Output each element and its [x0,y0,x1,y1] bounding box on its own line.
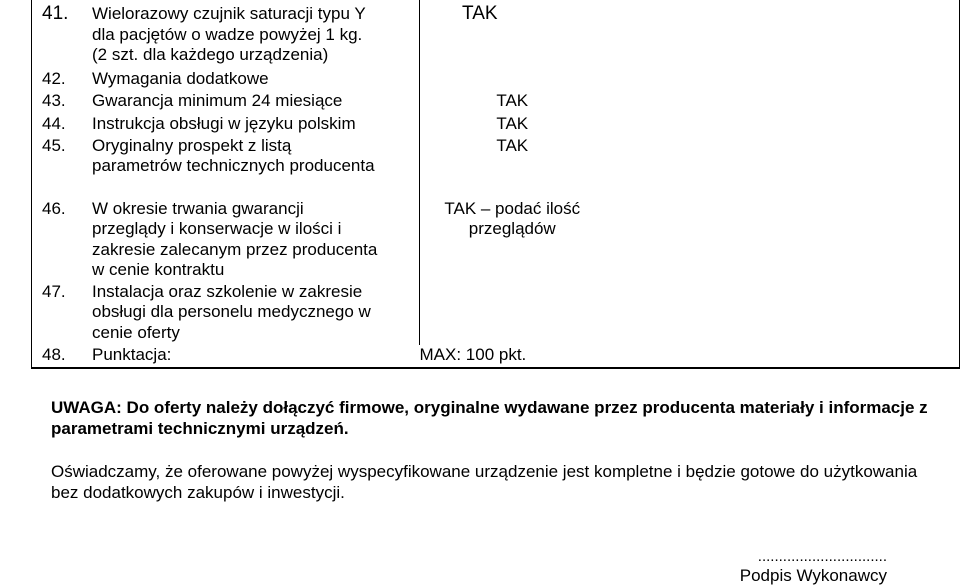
row-number: 46. [42,198,66,218]
row-description: Oryginalny prospekt z listą parametrów technicznych producenta [92,135,375,176]
warning-note: UWAGA: Do oferty należy dołączyć firmowe, oryginalne wydawane przez producenta materiały i informacje z parametrami technicznymi urządzeń. [51,398,928,438]
statement-note: Oświadczamy, że oferowane powyżej wyspecyfikowane urządzenie jest kompletne i będzie gotowe do użytkowania bez dodatkowych zakupów i inwestycji. [51,462,918,502]
table-row [32,69,960,91]
table-row [32,282,960,345]
row-requirement [420,69,605,91]
row-number: 44. [42,113,66,133]
row-number: 47. [42,281,66,301]
row-description: Gwarancja minimum 24 miesiące [92,91,343,111]
row-requirement: TAK [496,135,529,155]
signature-label: Podpis Wykonawcy [739,566,887,585]
row-description: Instrukcja obsługi w języku polskim [92,113,356,133]
specification-table [31,0,960,369]
table-row [32,199,960,282]
row-requirement: TAK – podać ilość przeglądów [444,198,581,239]
row-number: 42. [42,68,66,88]
row-requirement [420,282,605,345]
row-number: 41. [42,3,69,24]
score-value: MAX: 100 pkt. [420,345,605,368]
row-requirement: TAK [496,113,529,133]
signature-line: ............................... [757,548,887,565]
row-description: W okresie trwania gwarancji przeglądy i konserwacje w ilości i zakresie zalecanym przez producenta w cenie kontraktu [92,198,378,280]
row-description: Wielorazowy czujnik saturacji typu Y dla pacjętów o wadze powyżej 1 kg. (2 szt. dla każdego urządzenia) [92,4,366,64]
row-number: 48. [42,344,66,364]
row-requirement: TAK [496,91,529,111]
row-number: 45. [42,135,66,155]
table-row [32,0,960,69]
row-number: 43. [42,91,66,111]
table-row [32,91,960,113]
table-row [32,114,960,136]
row-requirement: TAK [462,3,498,24]
row-description: Instalacja oraz szkolenie w zakresie obsługi dla personelu medycznego w cenie oferty [92,281,371,342]
score-label: Punktacja: [92,344,172,364]
row-description: Wymagania dodatkowe [92,68,269,88]
table-row [32,136,960,199]
score-row [32,345,960,368]
